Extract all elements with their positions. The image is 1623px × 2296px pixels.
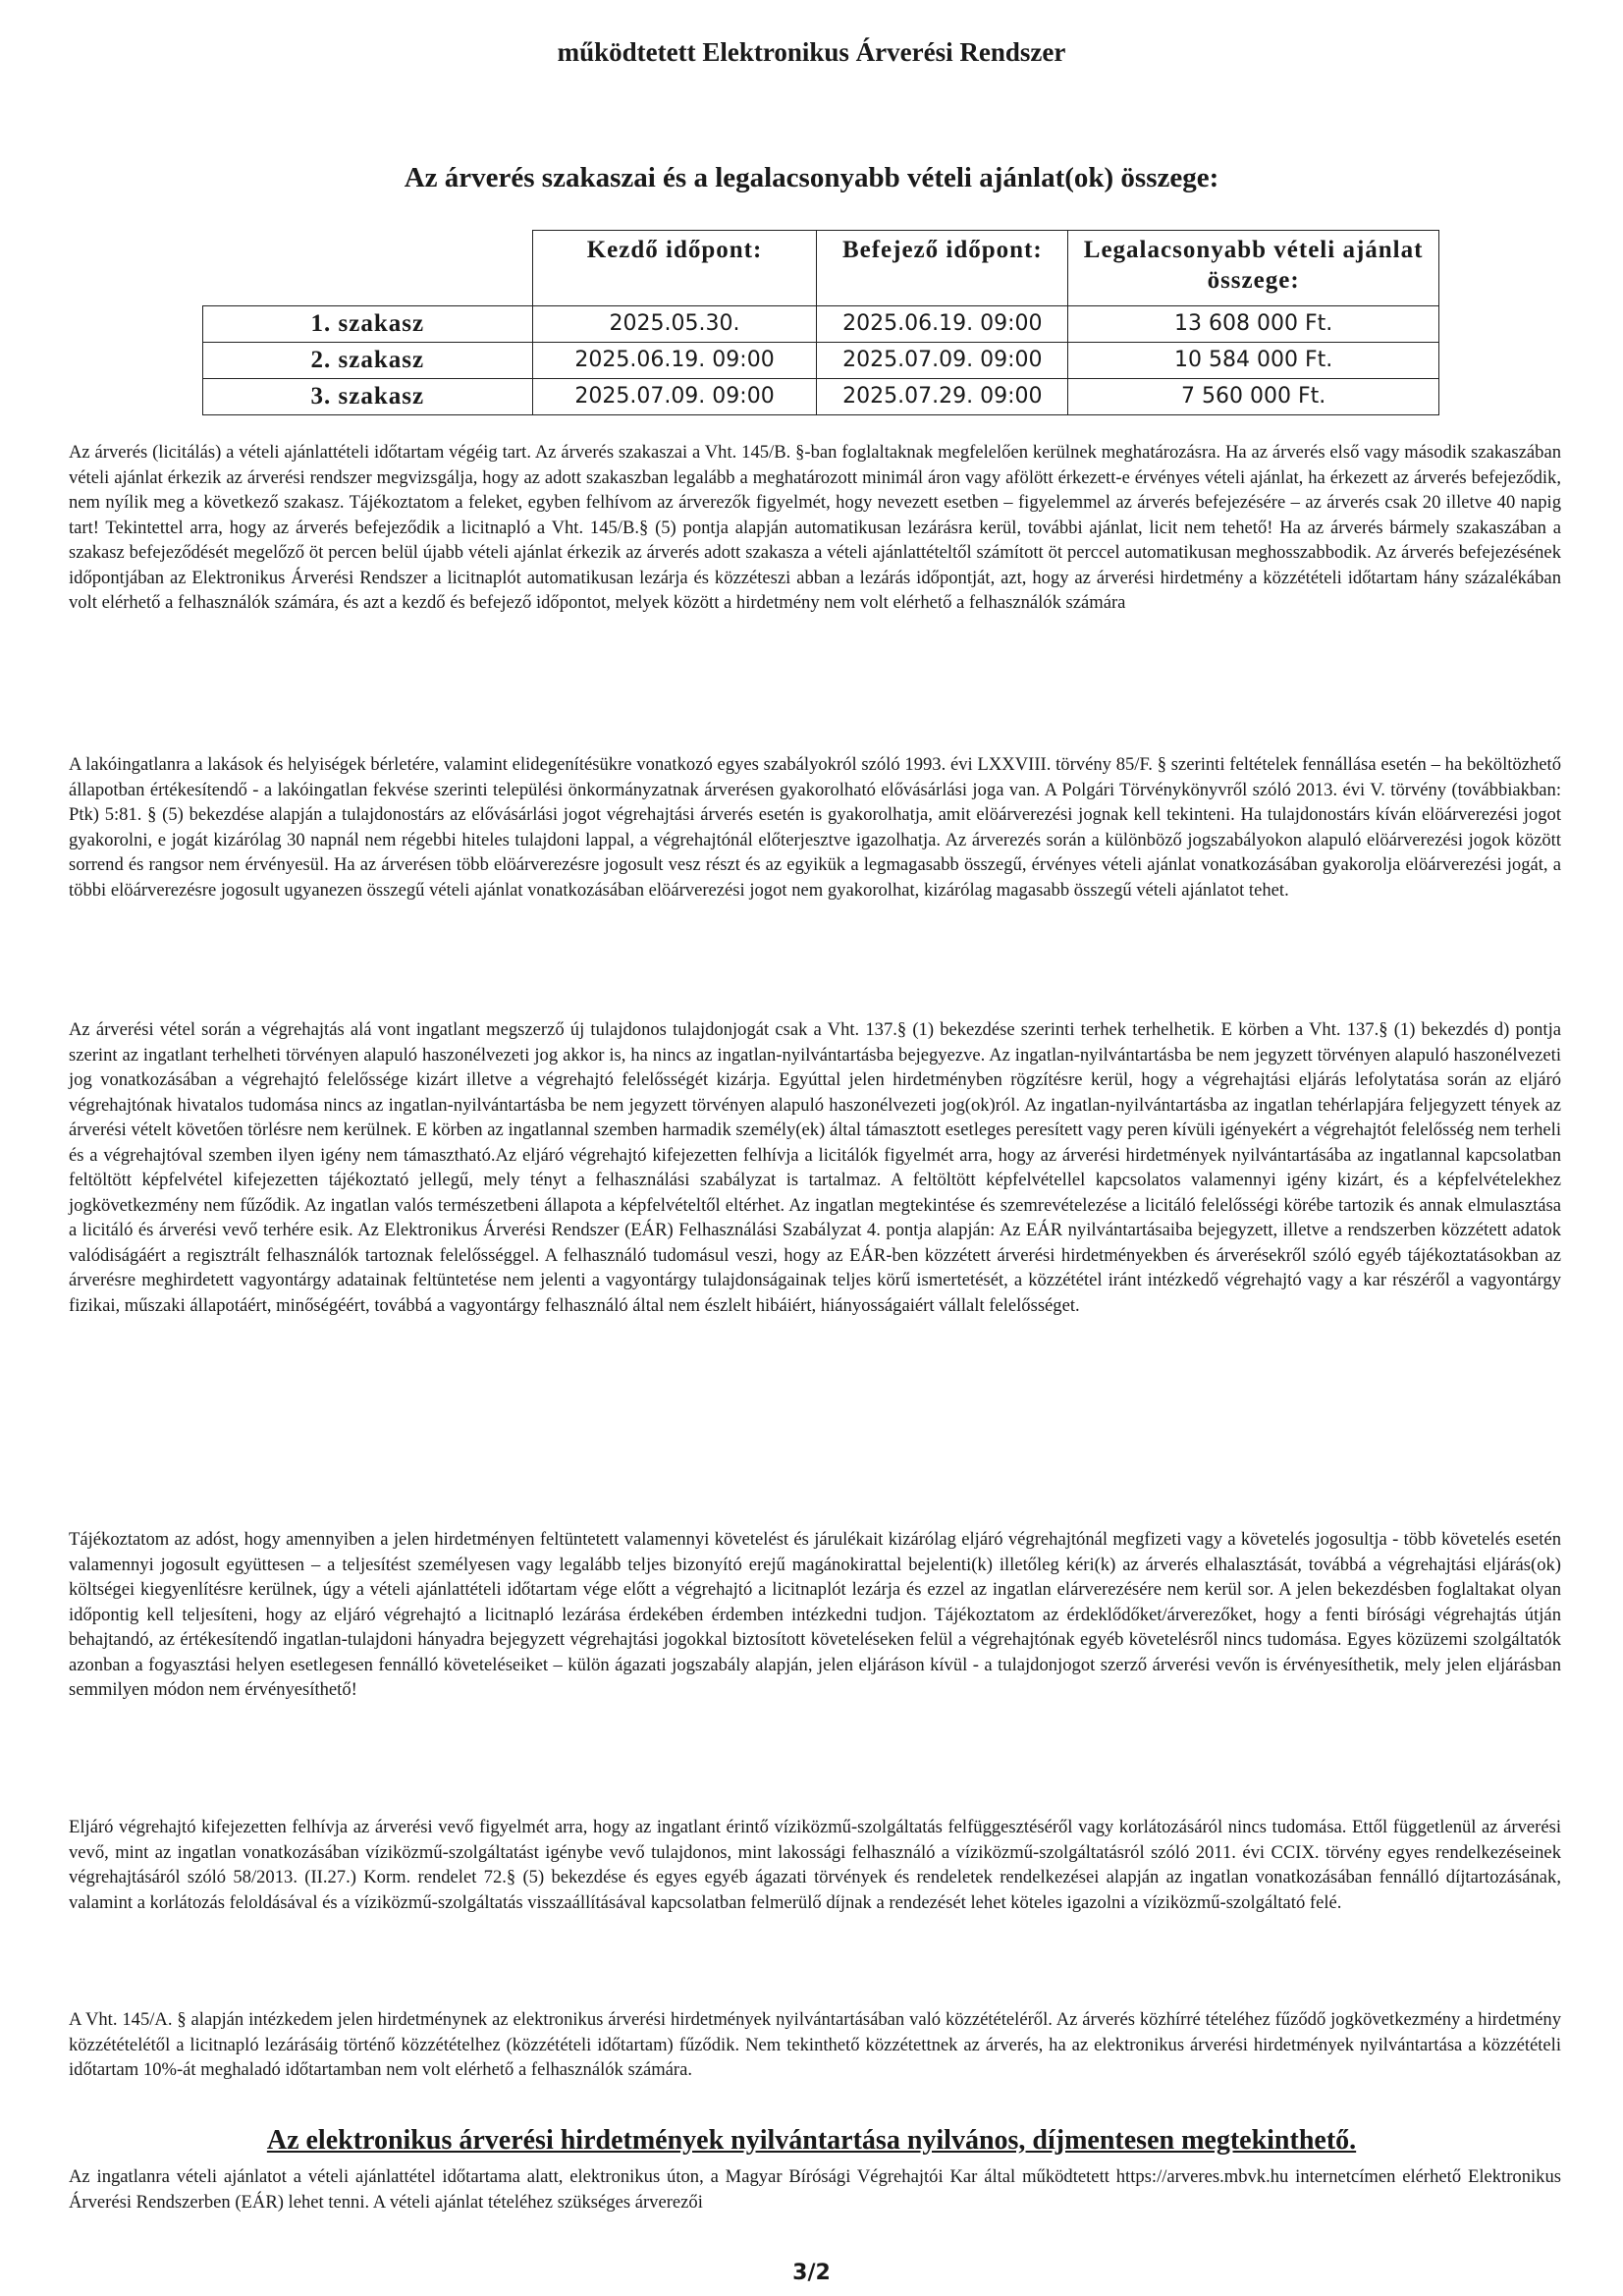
table-header-cell: Legalacsonyabb vételi ajánlat összege:: [1068, 231, 1439, 306]
bidding-info-paragraph: Az ingatlanra vételi ajánlatot a vételi ajánlattétel időtartama alatt, elektronikus úton, a Magyar Bírósági Végrehajtói Kar által működtetett https://arveres.mbvk.hu internetcímen elérhető Elektronikus Árverési Rendszerben (EÁR) lehet tenni. A vételi ajánlat tételéhez szükséges árverezői: [69, 2166, 1561, 2213]
public-registry-notice: Az elektronikus árverési hirdetmények nyilvántartása nyilvános, díjmentesen megtekinthető.: [266, 2125, 1357, 2156]
start-time-cell: 2025.07.09. 09:00: [532, 379, 817, 415]
end-time-cell: 2025.07.29. 09:00: [817, 379, 1068, 415]
phase-label: 1. szakasz: [203, 306, 533, 343]
auction-phases-table: [202, 230, 1439, 415]
end-time-cell: 2025.07.09. 09:00: [817, 343, 1068, 379]
table-row: [203, 343, 1439, 379]
start-time-cell: 2025.06.19. 09:00: [532, 343, 817, 379]
minimum-bid-cell: 13 608 000 Ft.: [1068, 306, 1439, 343]
minimum-bid-cell: 10 584 000 Ft.: [1068, 343, 1439, 379]
table-header-cell: Befejező időpont:: [817, 231, 1068, 306]
auction-duration-paragraph: Az árverés (licitálás) a vételi ajánlattételi időtartam végéig tart. Az árverés szakaszai a Vht. 145/B. §-ban foglaltaknak megfelelően kerülnek meghatározásra. Ha az árverés első vagy második szakaszában vételi ajánlat érkezik az árverési rendszer megvizsgálja, hogy az adott szakaszban legalább a meghatározott minimál áron vagy afölött érkezett-e érvényes vételi ajánlat, ha érkezett az árverés befejeződik, nem nyílik meg a következő szakasz. Tájékoztatom a feleket, egyben felhívom az árverezők figyelmét, hogy nevezett esetben – figyelemmel az árverés befejezésére – az árverés csak 20 illetve 40 napig tart! Tekintettel arra, hogy az árverés befejeződik a licitnapló a Vht. 145/B.§ (5) pontja alapján automatikusan lezárásra kerül, további ajánlat, licit nem tehető! Ha az árverés bármely szakaszában a szakasz befejeződését megelőző öt percen belül újabb vételi ajánlat érkezik az árverés adott szakasza a vételi ajánlattételtől számított öt perccel automatikusan meghosszabbodik. Az árverés befejezésének időpontjában az Elektronikus Árverési Rendszer a licitnaplót automatikusan lezárja és közzéteszi abban a lezárás időpontját, azt, hogy az árverési hirdetmény a közzétételi időtartam hány százalékában volt elérhető a felhasználók számára, és azt a kezdő és befejező időpontot, melyek között a hirdetmény nem volt elérhető a felhasználók számára: [69, 442, 1561, 613]
utility-services-paragraph: Eljáró végrehajtó kifejezetten felhívja az árverési vevő figyelmét arra, hogy az ingatlant érintő víziközmű-szolgáltatás felfüggesztéséről vagy korlátozásáról nincs tudomása. Ettől függetlenül az árverési vevő, mint az ingatlan vonatkozásában víziközmű-szolgáltatást igénybe vevő tulajdonos, mint lakossági felhasználó a víziközmű-szolgáltatásról szóló 2011. évi CCIX. törvény egyes rendelkezéseinek végrehajtásáról szóló 58/2013. (II.27.) Korm. rendelet 72.§ (5) bekezdése és egyes egyéb ágazati törvények és rendeletek rendelkezései alapján az ingatlan vonatkozásában fennálló díjtartozásának, valamint a korlátozás feloldásával és a víziközmű-szolgáltatás visszaállításával kapcsolatban felmerülő díjnak a rendezését lehet köteles igazolni a víziközmű-szolgáltató felé.: [69, 1817, 1561, 1913]
table-header-cell: [203, 231, 533, 306]
table-header-row: [203, 231, 1439, 306]
minimum-bid-cell: 7 560 000 Ft.: [1068, 379, 1439, 415]
phase-label: 2. szakasz: [203, 343, 533, 379]
section-title: Az árverés szakaszai és a legalacsonyabb vételi ajánlat(ok) összege:: [404, 162, 1219, 193]
table-row: [203, 379, 1439, 415]
phase-label: 3. szakasz: [203, 379, 533, 415]
page-header: működtetett Elektronikus Árverési Rendszer: [557, 37, 1066, 67]
encumbrances-paragraph: Az árverési vétel során a végrehajtás alá vont ingatlant megszerző új tulajdonos tulajdonjogát csak a Vht. 137.§ (1) bekezdése szerinti terhek terhelhetik. E körben a Vht. 137.§ (1) bekezdés d) pontja szerint az ingatlant terhelheti törvényen alapuló haszonélvezeti jog akkor is, ha nincs az ingatlan-nyilvántartásba bejegyezve. Az ingatlan-nyilvántartásba be nem jegyzett törvényen alapuló haszonélvezeti jog vonatkozásában a végrehajtó felelőssége kizárt illetve a végrehajtó felelősségét kizárja. Egyúttal jelen hirdetményben rögzítésre kerül, hogy a végrehajtási eljárás lefolytatása során az eljáró végrehajtónak hivatalos tudomása nincs az ingatlan-nyilvántartásba be nem jegyzett törvényen alapuló haszonélvezeti jog(ok)ról. Az ingatlan-nyilvántartásba az ingatlan tehérlapjára feljegyzett tények az árverési vételt követően törlésre nem kerülnek. E körben az ingatlannal szemben harmadik személy(ek) által támasztott esetleges peresített vagy peren kívüli igényekért a végrehajtót felelősség nem terheli és a végrehajtóval szemben ilyen igény nem támasztható.Az eljáró végrehajtó kifejezetten felhívja a licitálók figyelmét arra, hogy az árverési hirdetmények nyilvántartásába az ingatlannal kapcsolatban feltöltött képfelvétel kifejezetten tájékoztató jellegű, mely tényt a felhasználási szabályzat is tartalmaz. A feltöltött képfelvétellel kapcsolatos valamennyi igény kizárt, és a képfelvételekhez jogkövetkezmény nem fűződik. Az ingatlan valós természetbeni állapota a képfelvételtől eltérhet. Az ingatlan megtekintése és szemrevételezése a licitáló felelősségi körébe tartozik és annak elmulasztása a licitáló és árverési vevő terhére esik. Az Elektronikus Árverési Rendszer (EÁR) Felhasználási Szabályzat 4. pontja alapján: Az EÁR nyilvántartásaiba bejegyzett, illetve a rendszerben közzétett adatok valódiságáért a regisztrált felhasználók tartoznak felelősséggel. A felhasználó tudomásul veszi, hogy az EÁR-ben közzétett árverési hirdetményekben és árverésekről szóló egyéb tájékoztatásokban az árverésre meghirdetett vagyontárgy adatainak feltüntetése nem jelenti a vagyontárgy tulajdonságainak teljes körű ismertetését, a közzététel iránt intézkedő végrehajtó vagy a kar részéről a vagyontárgy fizikai, műszaki állapotáért, minőségéért, továbbá a vagyontárgy felhasználó által nem észlelt hibáiért, hiányosságaiért vállalt felelősséget.: [69, 1019, 1561, 1316]
page-number: 3/2: [792, 2261, 831, 2285]
table-row: [203, 306, 1439, 343]
table-header-cell: Kezdő időpont:: [532, 231, 817, 306]
end-time-cell: 2025.06.19. 09:00: [817, 306, 1068, 343]
pre-emption-rights-paragraph: A lakóingatlanra a lakások és helyiségek bérletére, valamint elidegenítésükre vonatkozó egyes szabályokról szóló 1993. évi LXXVIII. törvény 85/F. § szerinti feltételek fennállása esetén – ha beköltözhető állapotban értékesítendő - a lakóingatlan fekvése szerinti települési önkormányzatnak árverésen gyakorolható elővásárlási joga van. A Polgári Törvénykönyvről szóló 2013. évi V. törvény (továbbiakban: Ptk) 5:81. § (5) bekezdése alapján a tulajdonostárs az elővásárlási jogot végrehajtási árverés esetén is gyakorolhatja, amit elöárverezési jognak kell tekinteni. Ha tulajdonostárs kíván elöárverezési jogot gyakorolni, e jogát kizárólag 30 napnál nem régebbi hiteles tulajdoni lappal, a végrehajtónál előterjesztve igazolhatja. Az árverezés során a különböző jogszabályokon alapuló elöárverezési jogok között sorrend és rangsor nem érvényesül. Ha az árverésen több elöárverezésre jogosult vesz részt és az egyikük a legmagasabb összegű, érvényes vételi ajánlat vonatkozásában gyakorolja elöárverezési jogát, a többi elöárverezésre jogosult ugyanezen összegű vételi ajánlat vonatkozásában elöárverezési jogot nem gyakorolhat, kizárólag magasabb összegű vételi ajánlatot tehet.: [69, 754, 1561, 901]
start-time-cell: 2025.05.30.: [532, 306, 817, 343]
publication-paragraph: A Vht. 145/A. § alapján intézkedem jelen hirdetménynek az elektronikus árverési hirdetmények nyilvántartásában való közzétételéről. Az árverés közhírré tételéhez fűződő jogkövetkezmény a hirdetmény közzétételétől a licitnapló lezárásáig történő közzétételhez (közzétételi időtartam) fűződik. Nem tekinthető közzétettnek az árverés, ha az elektronikus árverési hirdetmények nyilvántartása a közzétételi időtartam 10%-át meghaladó időtartamban nem volt elérhető a felhasználók számára.: [69, 2009, 1561, 2080]
debtor-notice-paragraph: Tájékoztatom az adóst, hogy amennyiben a jelen hirdetményen feltüntetett valamennyi követelést és járulékait kizárólag eljáró végrehajtónál megfizeti vagy a követelés jogosultja - több követelés esetén valamennyi jogosult együttesen – a teljesítést személyesen vagy legalább teljes bizonyító erejű magánokirattal bejelenti(k) illetőleg kéri(k) az árverés elhalasztását, továbbá a végrehajtási eljárás(ok) költségei kiegyenlítésre kerülnek, úgy a vételi ajánlattételi időtartam vége előtt a végrehajtó a licitnaplót lezárja és ezzel az ingatlan elárverezésére nem kerül sor. A jelen bekezdésben foglaltakat olyan időpontig kell teljesíteni, hogy az eljáró végrehajtó a licitnapló lezárása érdekében érdemben intézkedni tudjon. Tájékoztatom az érdeklődőket/árverezőket, hogy a fenti bírósági végrehajtás útján behajtandó, az értékesítendő ingatlan-tulajdoni hányadra bejegyzett végrehajtási jogokkal biztosított követeléseken felül a végrehajtónak egyéb követelésről nincs tudomása. Egyes közüzemi szolgáltatók azonban a fogyasztási helyen esetlegesen fennálló követeléseiket – külön ágazati jogszabály alapján, jelen eljáráson kívül - a tulajdonjogot szerző árverési vevőn is érvényesíthetik, mely jelen eljárásban semmilyen módon nem érvényesíthető!: [69, 1529, 1561, 1700]
